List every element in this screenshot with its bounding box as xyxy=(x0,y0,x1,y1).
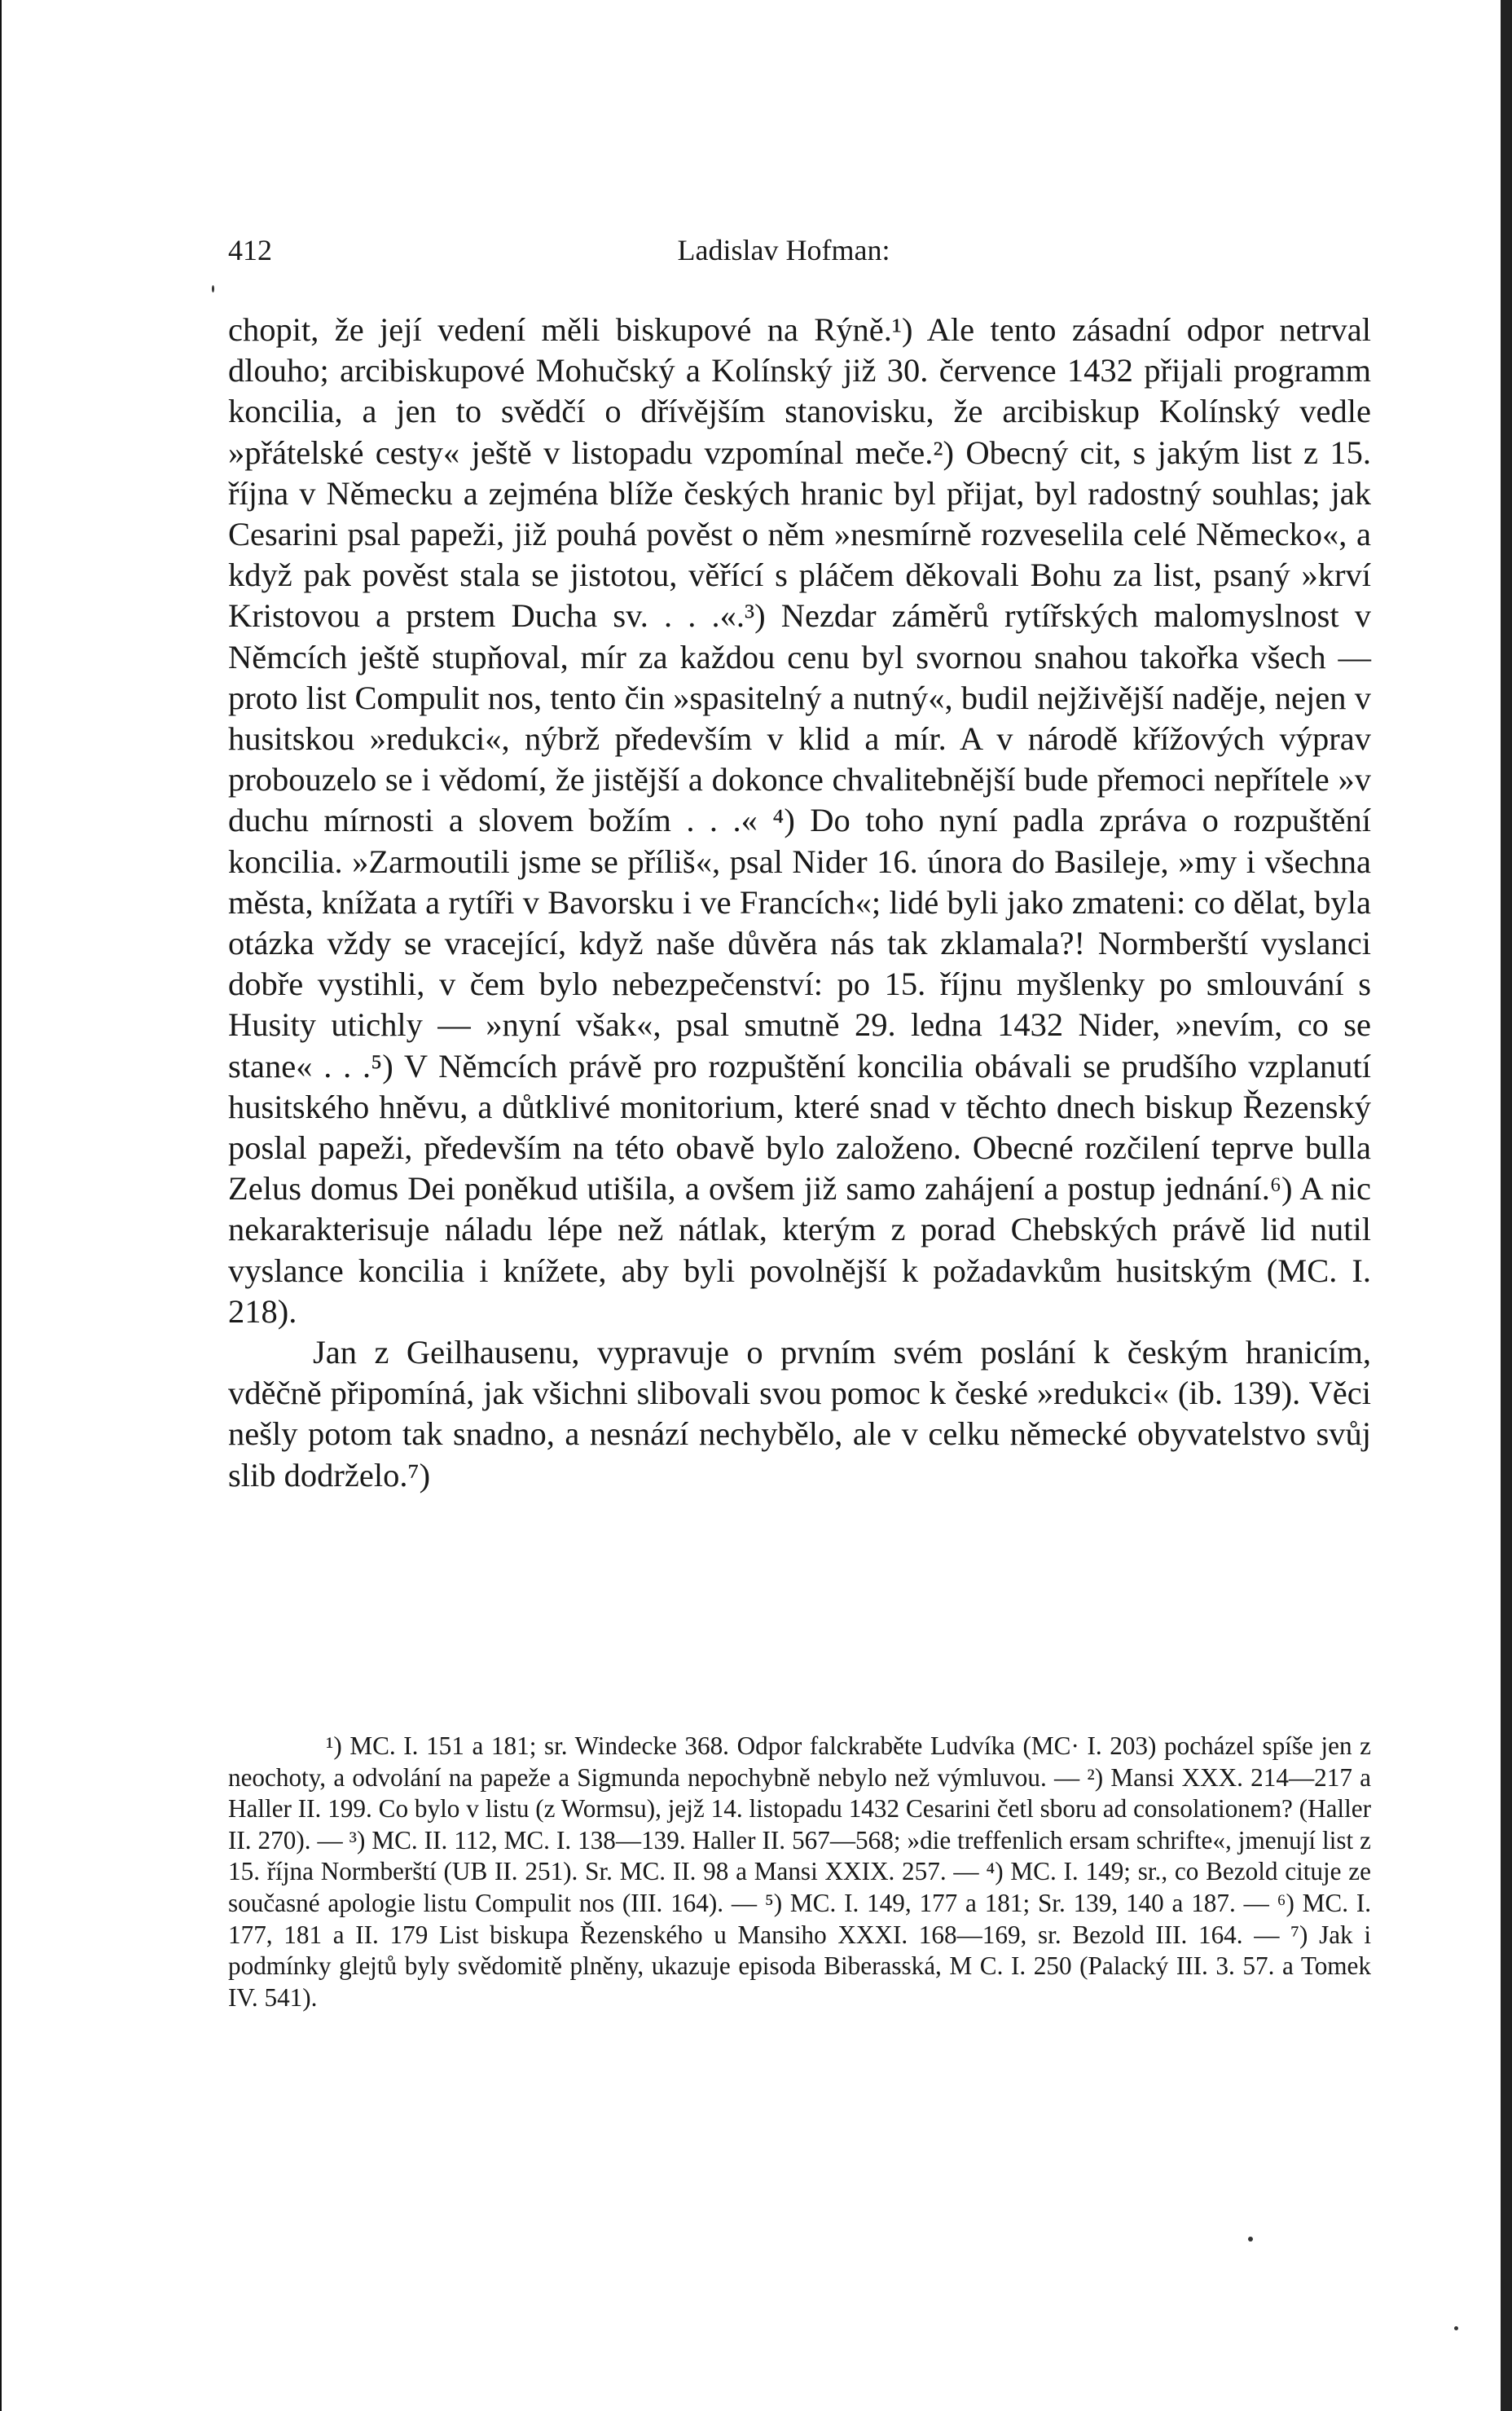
page-header xyxy=(228,233,1339,274)
main-text xyxy=(228,310,1371,1496)
scan-speck xyxy=(1248,2237,1253,2242)
page-number: 412 xyxy=(228,234,272,266)
paragraph-1: chopit, že její vedení měli biskupové na Rýně.¹) Ale tento zásadní odpor netrval dlouho; arcibiskupové Mohučský a Kolínský již 30. července 1432 přijali programm koncilia, a jen to svědčí o dřívějším stanovisku, že arcibiskup Kolínský vedle »přátelské cesty« ještě v listopadu vzpomínal meče.²) Obecný cit, s jakým list z 15. října v Německu a zejména blíže českých hranic byl přijat, byl radostný souhlas; jak Cesarini psal papeži, již pouhá pověst o něm »nesmírně rozveselila celé Německo«, a když pak pověst stala se jistotou, věřící s pláčem děkovali Bohu za list, psaný »krví Kristovou a prstem Ducha sv. . . .«.³) Nezdar záměrů rytířských malomyslnost v Němcích ještě stupňoval, mír za každou cenu byl svornou snahou takořka všech — proto list Compulit nos, tento čin »spasitelný a nutný«, budil nejživější naděje, nejen v husitskou »redukci«, nýbrž především v klid a mír. A v národě křížových výprav probouzelo se i vědomí, že jistější a dokonce chvalitebnější bude přemoci nepřítele »v duchu mírnosti a slovem božím . . .« ⁴) Do toho nyní padla zpráva o rozpuštění koncilia. »Zarmoutili jsme se příliš«, psal Nider 16. února do Basileje, »my i všechna města, knížata a rytíři v Bavorsku i ve Francích«; lidé byli jako zmateni: co dělat, byla otázka vždy se vracející, když naše důvěra nás tak zklamala?! Normberští vyslanci dobře vystihli, v čem bylo nebezpečenství: po 15. říjnu myšlenky po smlouvání s Husity utichly — »nyní však«, psal smutně 29. ledna 1432 Nider, »nevím, co se stane« . . .⁵) V Němcích právě pro rozpuštění koncilia obávali se prudšího vzplanutí husitského hněvu, a důtklivé monitorium, které snad v těchto dnech biskup Řezenský poslal papeži, především na této obavě bylo založeno. Obecné rozčilení teprve bulla Zelus domus Dei poněkud utišila, a ovšem již samo zahájení a postup jednání.⁶) A nic nekarakterisuje náladu lépe než nátlak, kterým z porad Chebských právě lid nutil vyslance koncilia i knížete, aby byli povolnější k požadavkům husitským (MC. I. 218). xyxy=(228,311,1371,1330)
running-head: Ladislav Hofman: xyxy=(677,234,890,266)
footnotes xyxy=(228,1731,1371,2013)
footnotes-text: ¹) MC. I. 151 a 181; sr. Windecke 368. Odpor falckraběte Ludvíka (MC· I. 203) pocházel spíše jen z neochoty, a odvolání na papeže a Sigmunda nepochybně nebylo než výmluvou. — ²) Mansi XXX. 214—217 a Haller II. 199. Co bylo v listu (z Wormsu), jejž 14. listopadu 1432 Cesarini četl sboru ad consolationem? (Haller II. 270). — ³) MC. II. 112, MC. I. 138—139. Haller II. 567—568; »die treffenlich ersam schrifte«, jmenují list z 15. října Normberští (UB II. 251). Sr. MC. II. 98 a Mansi XXIX. 257. — ⁴) MC. I. 149; sr., co Bezold cituje ze současné apologie listu Compulit nos (III. 164). — ⁵) MC. I. 149, 177 a 181; Sr. 139, 140 a 187. — ⁶) MC. I. 177, 181 a II. 179 List biskupa Řezenského u Mansiho XXXI. 168—169, sr. Bezold III. 164. — ⁷) Jak i podmínky glejtů byly svědomitě plněny, ukazuje episoda Biberasská, M C. I. 250 (Palacký III. 3. 57. a Tomek IV. 541). xyxy=(228,1731,1371,2012)
paragraph-2: Jan z Geilhausenu, vypravuje o prvním svém poslání k českým hranicím, vděčně připomíná, jak všichni slibovali svou pomoc k české »redukci« (ib. 139). Věci nešly potom tak snadno, a nesnází nechybělo, ale v celku německé obyvatelstvo svůj slib dodrželo.⁷) xyxy=(228,1334,1371,1494)
scan-speck xyxy=(212,285,214,293)
scan-speck xyxy=(1454,2326,1458,2330)
